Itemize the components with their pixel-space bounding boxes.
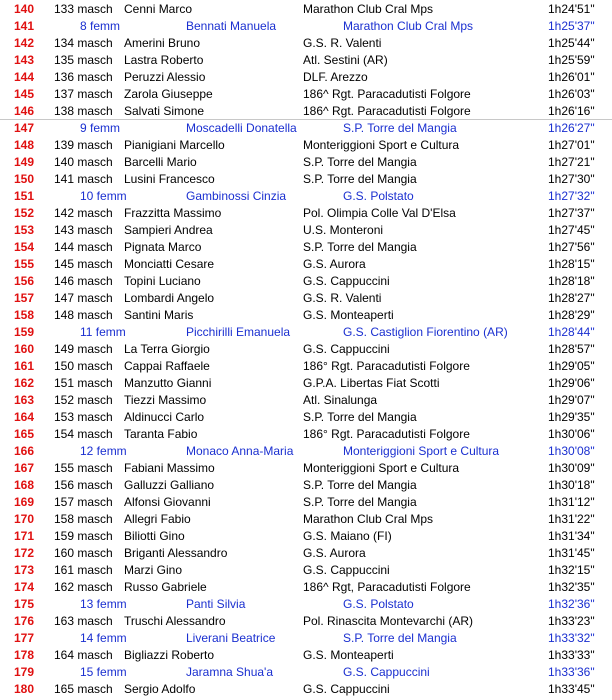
category-cell: 11 femm (80, 325, 126, 339)
athlete-name-cell: Sergio Adolfo (124, 682, 196, 696)
position-cell: 149 (13, 155, 34, 169)
position-cell: 147 (13, 121, 34, 135)
position-cell: 172 (13, 546, 34, 560)
time-cell: 1h30'09" (548, 461, 595, 475)
athlete-name-cell: Aldinucci Carlo (124, 410, 205, 424)
table-row (0, 681, 612, 698)
time-cell: 1h33'32" (548, 631, 595, 645)
club-cell: G.S. Aurora (303, 257, 366, 271)
category-cell: 150 masch (54, 359, 113, 373)
club-cell: 186^ Rgt. Paracadutisti Folgore (303, 104, 471, 118)
athlete-name-cell: Tiezzi Massimo (124, 393, 207, 407)
category-cell: 158 masch (54, 512, 113, 526)
table-row (0, 35, 612, 52)
position-cell: 167 (13, 461, 34, 475)
athlete-name-cell: Allegri Fabio (124, 512, 191, 526)
time-cell: 1h25'59" (548, 53, 595, 67)
time-cell: 1h27'32" (548, 189, 595, 203)
athlete-name-cell: Amerini Bruno (124, 36, 201, 50)
category-cell: 135 masch (54, 53, 113, 67)
time-cell: 1h28'57" (548, 342, 595, 356)
table-row (0, 579, 612, 596)
category-cell: 157 masch (54, 495, 113, 509)
club-cell: Atl. Sestini (AR) (303, 53, 388, 67)
position-cell: 166 (13, 444, 34, 458)
athlete-name-cell: Picchirilli Emanuela (186, 325, 291, 339)
athlete-name-cell: Gambinossi Cinzia (186, 189, 287, 203)
table-row (0, 647, 612, 664)
club-cell: G.S. Monteaperti (303, 308, 394, 322)
category-cell: 141 masch (54, 172, 113, 186)
table-row (0, 86, 612, 103)
category-cell: 8 femm (80, 19, 121, 33)
time-cell: 1h25'37" (548, 19, 595, 33)
table-row (0, 664, 612, 681)
club-cell: G.S. Cappuccini (303, 342, 390, 356)
club-cell: G.S. R. Valenti (303, 36, 382, 50)
position-cell: 178 (13, 648, 34, 662)
table-row (0, 596, 612, 613)
category-cell: 133 masch (54, 2, 113, 16)
position-cell: 180 (13, 682, 34, 696)
time-cell: 1h30'08" (548, 444, 595, 458)
time-cell: 1h25'44" (548, 36, 595, 50)
table-row (0, 358, 612, 375)
time-cell: 1h27'21" (548, 155, 595, 169)
club-cell: Marathon Club Cral Mps (343, 19, 474, 33)
category-cell: 159 masch (54, 529, 113, 543)
club-cell: G.S. R. Valenti (303, 291, 382, 305)
category-cell: 152 masch (54, 393, 113, 407)
athlete-name-cell: Lombardi Angelo (124, 291, 215, 305)
time-cell: 1h30'18" (548, 478, 595, 492)
position-cell: 158 (13, 308, 34, 322)
position-cell: 154 (13, 240, 34, 254)
position-cell: 144 (13, 70, 34, 84)
time-cell: 1h33'36" (548, 665, 595, 679)
club-cell: S.P. Torre del Mangia (303, 240, 417, 254)
position-cell: 153 (13, 223, 34, 237)
time-cell: 1h28'18" (548, 274, 595, 288)
category-cell: 161 masch (54, 563, 113, 577)
position-cell: 170 (13, 512, 34, 526)
club-cell: 186° Rgt. Paracadutisti Folgore (303, 427, 470, 441)
table-row (0, 256, 612, 273)
club-cell: Atl. Sinalunga (303, 393, 378, 407)
athlete-name-cell: Panti Silvia (186, 597, 246, 611)
position-cell: 157 (13, 291, 34, 305)
table-row (0, 69, 612, 86)
club-cell: S.P. Torre del Mangia (303, 155, 417, 169)
table-row (0, 188, 612, 205)
table-row (0, 443, 612, 460)
category-cell: 165 masch (54, 682, 113, 696)
position-cell: 163 (13, 393, 34, 407)
athlete-name-cell: Zarola Giuseppe (124, 87, 213, 101)
category-cell: 15 femm (80, 665, 127, 679)
athlete-name-cell: Salvati Simone (124, 104, 205, 118)
position-cell: 162 (13, 376, 34, 390)
category-cell: 134 masch (54, 36, 113, 50)
club-cell: Monteriggioni Sport e Cultura (303, 461, 460, 475)
athlete-name-cell: Marzi Gino (124, 563, 183, 577)
club-cell: G.S. Maiano (FI) (303, 529, 392, 543)
athlete-name-cell: Biliotti Gino (124, 529, 185, 543)
category-cell: 137 masch (54, 87, 113, 101)
position-cell: 140 (13, 2, 34, 16)
time-cell: 1h29'05" (548, 359, 595, 373)
position-cell: 146 (13, 104, 34, 118)
position-cell: 161 (13, 359, 34, 373)
athlete-name-cell: Cappai Raffaele (124, 359, 210, 373)
position-cell: 156 (13, 274, 34, 288)
athlete-name-cell: Taranta Fabio (124, 427, 198, 441)
table-row (0, 494, 612, 511)
table-row (0, 528, 612, 545)
athlete-name-cell: Sampieri Andrea (124, 223, 213, 237)
athlete-name-cell: Bennati Manuela (186, 19, 277, 33)
table-row (0, 477, 612, 494)
table-row (0, 52, 612, 69)
category-cell: 10 femm (80, 189, 127, 203)
club-cell: Monteriggioni Sport e Cultura (343, 444, 500, 458)
time-cell: 1h26'01" (548, 70, 595, 84)
category-cell: 147 masch (54, 291, 113, 305)
table-row (0, 290, 612, 307)
athlete-name-cell: Pignata Marco (124, 240, 202, 254)
table-row (0, 613, 612, 630)
category-cell: 139 masch (54, 138, 113, 152)
category-cell: 136 masch (54, 70, 113, 84)
athlete-name-cell: Jaramna Shua'a (186, 665, 274, 679)
club-cell: G.S. Cappuccini (303, 563, 390, 577)
category-cell: 155 masch (54, 461, 113, 475)
table-row (0, 375, 612, 392)
position-cell: 175 (13, 597, 34, 611)
athlete-name-cell: Bigliazzi Roberto (124, 648, 215, 662)
position-cell: 160 (13, 342, 34, 356)
position-cell: 143 (13, 53, 34, 67)
category-cell: 14 femm (80, 631, 127, 645)
position-cell: 165 (13, 427, 34, 441)
category-cell: 163 masch (54, 614, 113, 628)
time-cell: 1h30'06" (548, 427, 595, 441)
athlete-name-cell: Truschi Alessandro (124, 614, 226, 628)
club-cell: S.P. Torre del Mangia (343, 121, 457, 135)
club-cell: U.S. Monteroni (303, 223, 384, 237)
club-cell: G.S. Cappuccini (303, 682, 390, 696)
table-row (0, 273, 612, 290)
time-cell: 1h28'29" (548, 308, 595, 322)
club-cell: S.P. Torre del Mangia (303, 172, 417, 186)
time-cell: 1h31'45" (548, 546, 595, 560)
table-row (0, 1, 612, 18)
position-cell: 164 (13, 410, 34, 424)
position-cell: 159 (13, 325, 34, 339)
athlete-name-cell: Lusini Francesco (124, 172, 215, 186)
position-cell: 169 (13, 495, 34, 509)
category-cell: 12 femm (80, 444, 127, 458)
club-cell: S.P. Torre del Mangia (303, 495, 417, 509)
time-cell: 1h31'12" (548, 495, 595, 509)
table-row (0, 137, 612, 154)
club-cell: S.P. Torre del Mangia (343, 631, 457, 645)
category-cell: 9 femm (80, 121, 121, 135)
position-cell: 177 (13, 631, 34, 645)
club-cell: Pol. Olimpia Colle Val D'Elsa (303, 206, 456, 220)
position-cell: 145 (13, 87, 34, 101)
time-cell: 1h31'34" (548, 529, 595, 543)
position-cell: 179 (13, 665, 34, 679)
athlete-name-cell: Barcelli Mario (124, 155, 197, 169)
club-cell: Marathon Club Cral Mps (303, 512, 434, 526)
club-cell: G.S. Aurora (303, 546, 366, 560)
table-row (0, 409, 612, 426)
position-cell: 173 (13, 563, 34, 577)
table-row (0, 460, 612, 477)
club-cell: Pol. Rinascita Montevarchi (AR) (303, 614, 474, 628)
time-cell: 1h26'27" (548, 121, 595, 135)
time-cell: 1h28'15" (548, 257, 595, 271)
time-cell: 1h27'45" (548, 223, 595, 237)
category-cell: 140 masch (54, 155, 113, 169)
category-cell: 143 masch (54, 223, 113, 237)
time-cell: 1h32'36" (548, 597, 595, 611)
club-cell: G.P.A. Libertas Fiat Scotti (303, 376, 440, 390)
club-cell: S.P. Torre del Mangia (303, 478, 417, 492)
position-cell: 152 (13, 206, 34, 220)
position-cell: 155 (13, 257, 34, 271)
table-row (0, 545, 612, 562)
athlete-name-cell: Galluzzi Galliano (124, 478, 215, 492)
time-cell: 1h27'01" (548, 138, 595, 152)
athlete-name-cell: Russo Gabriele (124, 580, 207, 594)
category-cell: 164 masch (54, 648, 113, 662)
table-row (0, 205, 612, 222)
position-cell: 141 (13, 19, 34, 33)
time-cell: 1h29'06" (548, 376, 595, 390)
athlete-name-cell: Alfonsi Giovanni (124, 495, 211, 509)
club-cell: G.S. Polstato (343, 189, 414, 203)
athlete-name-cell: Cenni Marco (124, 2, 193, 16)
category-cell: 148 masch (54, 308, 113, 322)
athlete-name-cell: Manzutto Gianni (124, 376, 212, 390)
club-cell: 186^ Rgt. Paracadutisti Folgore (303, 87, 471, 101)
time-cell: 1h32'35" (548, 580, 595, 594)
table-row (0, 103, 612, 120)
athlete-name-cell: Monciatti Cesare (124, 257, 215, 271)
time-cell: 1h28'44" (548, 325, 595, 339)
time-cell: 1h31'22" (548, 512, 595, 526)
athlete-name-cell: Liverani Beatrice (186, 631, 276, 645)
table-row (0, 426, 612, 443)
time-cell: 1h29'07" (548, 393, 595, 407)
time-cell: 1h26'16" (548, 104, 595, 118)
table-row (0, 239, 612, 256)
time-cell: 1h27'30" (548, 172, 595, 186)
table-row (0, 171, 612, 188)
time-cell: 1h27'56" (548, 240, 595, 254)
table-row (0, 222, 612, 239)
table-row (0, 341, 612, 358)
time-cell: 1h24'51" (548, 2, 595, 16)
club-cell: G.S. Cappuccini (343, 665, 430, 679)
table-row (0, 511, 612, 528)
category-cell: 156 masch (54, 478, 113, 492)
category-cell: 146 masch (54, 274, 113, 288)
position-cell: 151 (13, 189, 34, 203)
time-cell: 1h33'33" (548, 648, 595, 662)
club-cell: Marathon Club Cral Mps (303, 2, 434, 16)
athlete-name-cell: Fabiani Massimo (124, 461, 215, 475)
category-cell: 153 masch (54, 410, 113, 424)
table-row (0, 630, 612, 647)
club-cell: 186° Rgt. Paracadutisti Folgore (303, 359, 470, 373)
time-cell: 1h26'03" (548, 87, 595, 101)
position-cell: 171 (13, 529, 34, 543)
category-cell: 145 masch (54, 257, 113, 271)
athlete-name-cell: Santini Maris (124, 308, 194, 322)
table-row (0, 154, 612, 171)
position-cell: 148 (13, 138, 34, 152)
athlete-name-cell: Moscadelli Donatella (186, 121, 297, 135)
athlete-name-cell: Lastra Roberto (124, 53, 204, 67)
position-cell: 168 (13, 478, 34, 492)
time-cell: 1h28'27" (548, 291, 595, 305)
time-cell: 1h27'37" (548, 206, 595, 220)
time-cell: 1h33'45" (548, 682, 595, 696)
athlete-name-cell: Frazzitta Massimo (124, 206, 222, 220)
club-cell: S.P. Torre del Mangia (303, 410, 417, 424)
category-cell: 142 masch (54, 206, 113, 220)
club-cell: G.S. Monteaperti (303, 648, 394, 662)
table-row (0, 324, 612, 341)
category-cell: 13 femm (80, 597, 127, 611)
club-cell: G.S. Cappuccini (303, 274, 390, 288)
category-cell: 151 masch (54, 376, 113, 390)
club-cell: G.S. Castiglion Fiorentino (AR) (343, 325, 508, 339)
club-cell: G.S. Polstato (343, 597, 414, 611)
time-cell: 1h33'23" (548, 614, 595, 628)
category-cell: 149 masch (54, 342, 113, 356)
position-cell: 150 (13, 172, 34, 186)
club-cell: DLF. Arezzo (303, 70, 368, 84)
club-cell: Monteriggioni Sport e Cultura (303, 138, 460, 152)
category-cell: 154 masch (54, 427, 113, 441)
table-row (0, 307, 612, 324)
table-row (0, 120, 612, 137)
category-cell: 160 masch (54, 546, 113, 560)
category-cell: 162 masch (54, 580, 113, 594)
category-cell: 144 masch (54, 240, 113, 254)
table-row (0, 392, 612, 409)
athlete-name-cell: Peruzzi Alessio (124, 70, 206, 84)
club-cell: 186^ Rgt, Paracadutisti Folgore (303, 580, 471, 594)
athlete-name-cell: Topini Luciano (124, 274, 201, 288)
category-cell: 138 masch (54, 104, 113, 118)
time-cell: 1h29'35" (548, 410, 595, 424)
position-cell: 142 (13, 36, 34, 50)
athlete-name-cell: Monaco Anna-Maria (186, 444, 294, 458)
table-row (0, 562, 612, 579)
position-cell: 176 (13, 614, 34, 628)
athlete-name-cell: La Terra Giorgio (124, 342, 210, 356)
table-row (0, 18, 612, 35)
athlete-name-cell: Pianigiani Marcello (124, 138, 225, 152)
time-cell: 1h32'15" (548, 563, 595, 577)
athlete-name-cell: Briganti Alessandro (124, 546, 228, 560)
position-cell: 174 (13, 580, 34, 594)
